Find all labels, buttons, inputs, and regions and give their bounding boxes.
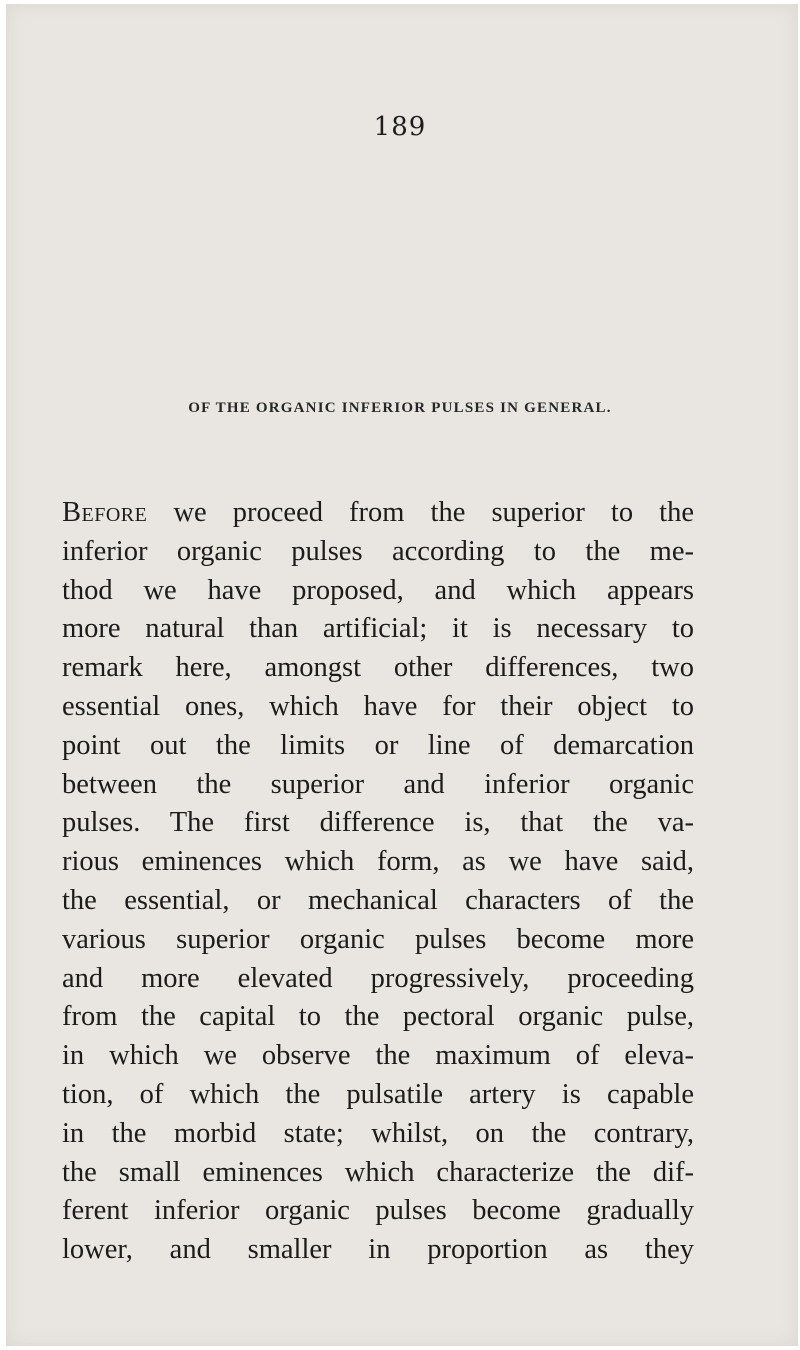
text-line-10: rious eminences which form, as we have said, <box>62 846 694 878</box>
text-line-17: in the morbid state; whilst, on the contrary, <box>62 1117 694 1149</box>
section-heading: OF THE ORGANIC INFERIOR PULSES IN GENERAL. <box>188 400 612 416</box>
text-line-6: essential ones, which have for their object to <box>62 690 694 722</box>
first-line-rest: we proceed from the superior to the <box>173 497 695 528</box>
text-line-5: remark here, amongst other differences, two <box>62 652 694 684</box>
text-line-14: from the capital to the pectoral organic pulse, <box>62 1001 694 1033</box>
text-line-9: pulses. The first difference is, that the va- <box>62 807 694 839</box>
text-line-2: inferior organic pulses according to the me- <box>62 535 694 567</box>
text-line-12: various superior organic pulses become more <box>62 923 694 955</box>
text-line-13: and more elevated progressively, proceeding <box>62 962 694 994</box>
text-line-1 <box>62 494 694 533</box>
text-line-3: thod we have proposed, and which appears <box>62 574 694 606</box>
text-line-20: lower, and smaller in proportion as they <box>62 1234 694 1266</box>
text-line-4: more natural than artificial; it is necessary to <box>62 613 694 645</box>
text-line-18: the small eminences which characterize the dif- <box>62 1156 694 1188</box>
page-number: 189 <box>373 112 427 142</box>
text-line-15: in which we observe the maximum of eleva- <box>62 1040 694 1072</box>
text-line-8: between the superior and inferior organic <box>62 768 694 800</box>
text-line-11: the essential, or mechanical characters of the <box>62 884 694 916</box>
opening-word: Before <box>62 497 148 528</box>
text-line-7: point out the limits or line of demarcation <box>62 729 694 761</box>
text-line-19: ferent inferior organic pulses become gradually <box>62 1195 694 1227</box>
body-paragraph <box>62 494 694 1270</box>
text-line-16: tion, of which the pulsatile artery is capable <box>62 1078 694 1110</box>
